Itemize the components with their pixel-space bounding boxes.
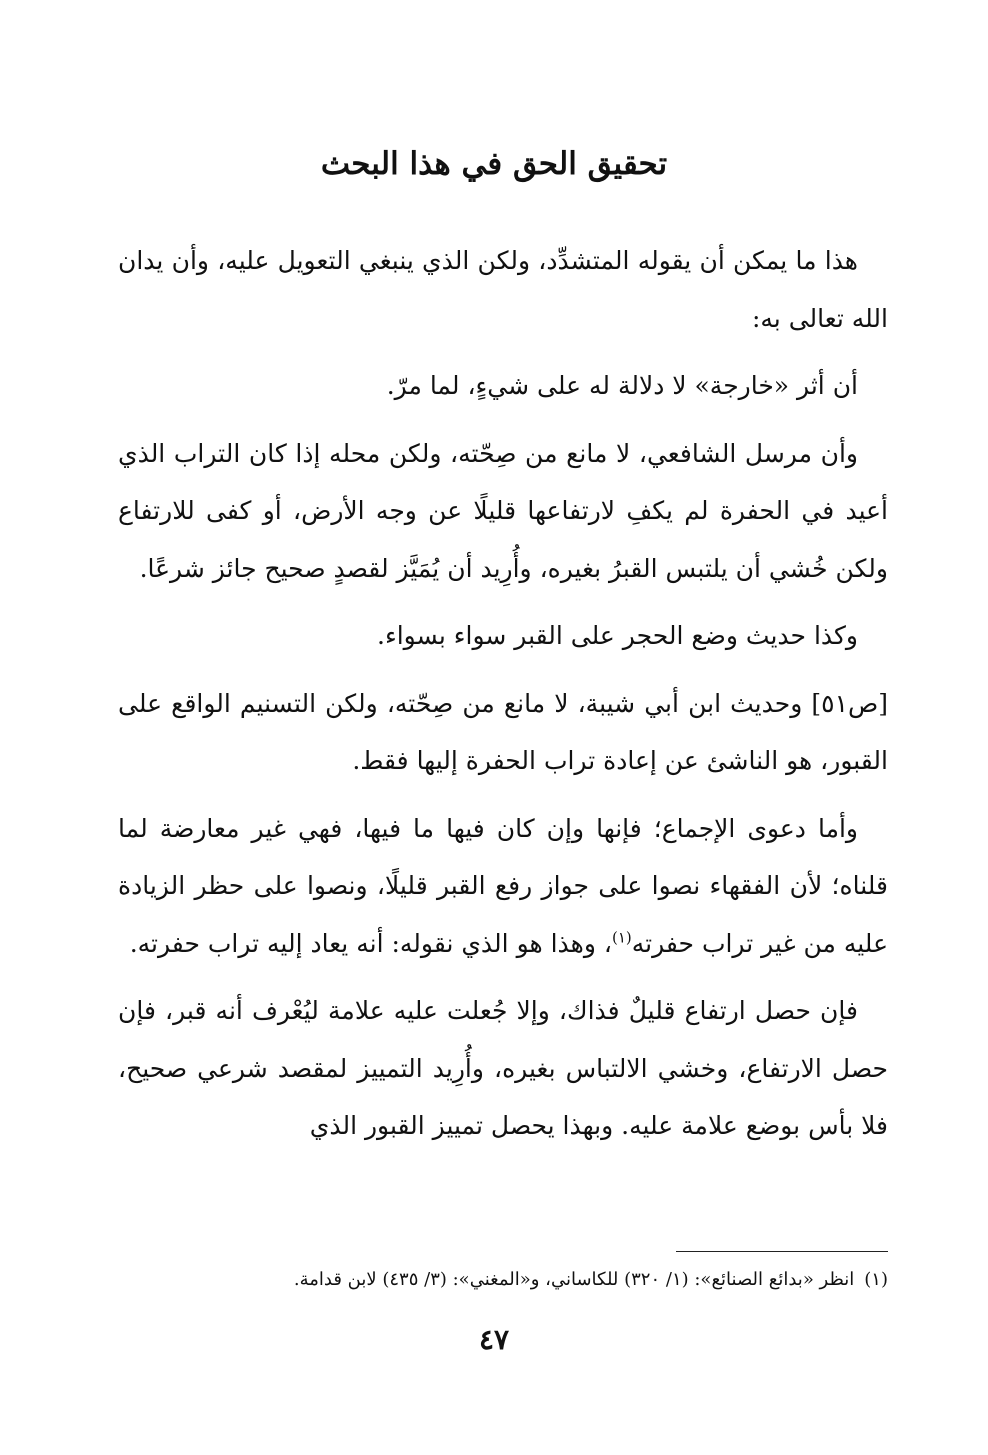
footnote [118, 1263, 888, 1297]
paragraph: هذا ما يمكن أن يقوله المتشدِّد، ولكن الذي ينبغي التعويل عليه، وأن يدان الله تعالى به: [118, 246, 888, 333]
section-heading: تحقيق الحق في هذا البحث [320, 146, 668, 182]
paragraph: وأن مرسل الشافعي، لا مانع من صِحّته، ولكن محله إذا كان التراب الذي أعيد في الحفرة لم يكفِ لارتفاعها قليلًا عن وجه الأرض، أو كفى للارتفاع ولكن خُشي أن يلتبس القبرُ بغيره، وأُرِيد أن يُمَيَّز لقصدٍ صحيح جائز شرعًا. [118, 438, 888, 583]
paragraph-text: ، وهذا هو الذي نقوله: أنه يعاد إليه تراب حفرته. [129, 928, 612, 958]
paragraph: أن أثر «خارجة» لا دلالة له على شيءٍ، لما مرّ. [386, 371, 858, 400]
footnote-text: انظر «بدائع الصنائع»: (١/ ٣٢٠) للكاساني، و«المغني»: (٣/ ٤٣٥) لابن قدامة. [293, 1269, 855, 1290]
paragraph: فإن حصل ارتفاع قليلٌ فذاك، وإلا جُعلت عليه علامة ليُعْرف أنه قبر، فإن حصل الارتفاع، وخشي الالتباس بغيره، وأُرِيد التمييز لمقصد شرعي صحيح، فلا بأس بوضع علامة عليه. وبهذا يحصل تمييز القبور الذي [118, 996, 888, 1140]
footnote-divider [676, 1251, 888, 1252]
paragraph: [ص٥١] وحديث ابن أبي شيبة، لا مانع من صِحّته، ولكن التسنيم الواقع على القبور، هو الناشئ عن إعادة تراب الحفرة إليها فقط. [118, 688, 888, 775]
paragraph: وكذا حديث وضع الحجر على القبر سواء بسواء. [377, 621, 858, 650]
footnote-number: (١) [864, 1269, 888, 1290]
paragraph-with-footnote [118, 800, 888, 973]
footnote-reference[interactable]: (١) [611, 928, 632, 947]
body-text [118, 232, 888, 1165]
paragraph-text: وأما دعوى الإجماع؛ فإنها وإن كان فيها ما فيها، فهي غير معارضة لما قلناه؛ لأن الفقهاء نصوا على جواز رفع القبر قليلًا، ونصوا على حظر الزيادة عليه من غير تراب حفرته [118, 813, 888, 958]
page-number: ٤٧ [478, 1323, 510, 1356]
